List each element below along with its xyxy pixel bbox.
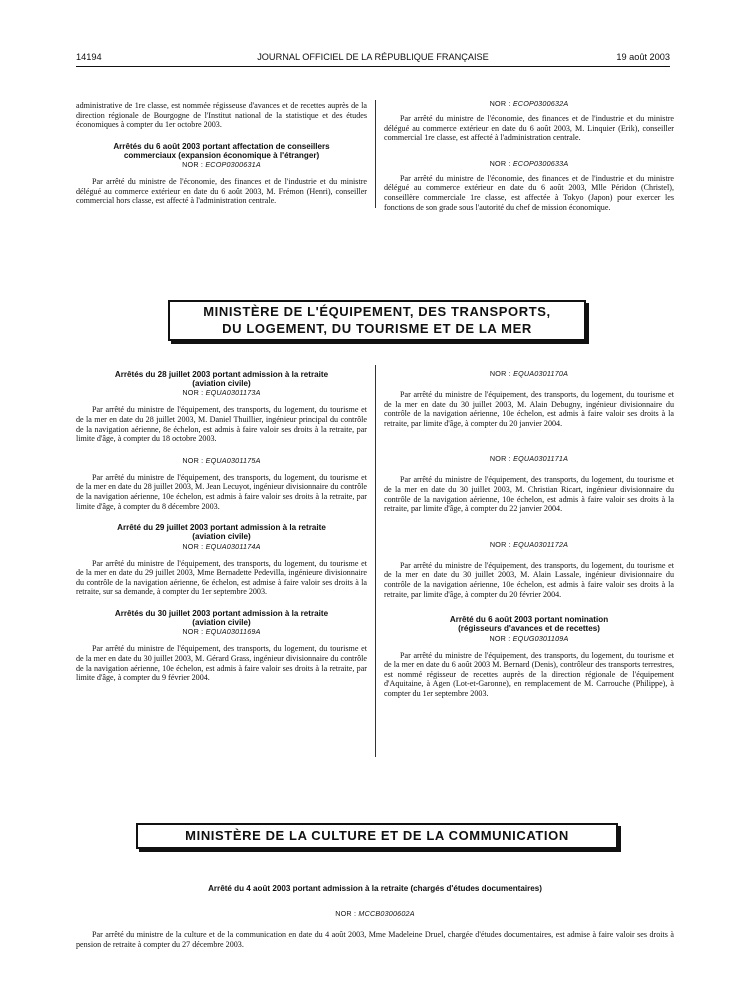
section-heading — [76, 370, 367, 388]
nor-code: EQUA0301170A — [513, 369, 569, 378]
middle-left-column — [76, 370, 367, 683]
journal-title: JOURNAL OFFICIEL DE LA RÉPUBLIQUE FRANÇAISE — [257, 52, 489, 62]
bottom-section — [76, 884, 674, 949]
nor-reference — [384, 99, 674, 108]
decree-paragraph: Par arrêté du ministre de l'équipement, des transports, du logement, du tourisme et de la mer en date du 30 juillet 2003, M. Christian Ricart, ingénieur divisionnaire du contrôle de la navigation aérienne, 10e échelon, est admis à faire valoir ses droits à la retraite, par limite d'âge, à compter du 22 janvier 2004. — [384, 475, 674, 514]
decree-paragraph: Par arrêté du ministre de l'équipement, des transports, du logement, du tourisme et de la mer en date du 6 août 2003 M. Bernard (Denis), contrôleur des transports terrestres, est nommé régisseur de recettes auprès de la direction régionale de l'équipement d'Aquitaine, à Agen (Lot-et-Garonne), en remplacement de M. Carrouche (Philippe), à compter du 1er septembre 2003. — [384, 650, 674, 698]
section-heading — [76, 523, 367, 541]
nor-label: NOR : — [182, 541, 204, 551]
nor-reference — [76, 388, 367, 397]
ministry-title-line: MINISTÈRE DE LA CULTURE ET DE LA COMMUNICATION — [185, 828, 569, 843]
nor-label: NOR : — [182, 388, 204, 398]
middle-right-column — [384, 369, 674, 699]
nor-label: NOR : — [489, 633, 511, 643]
top-left-column — [76, 101, 367, 206]
page-number: 14194 — [76, 52, 102, 62]
nor-code: EQUA0301172A — [513, 539, 569, 549]
nor-reference — [76, 627, 367, 636]
section-heading — [76, 142, 367, 160]
nor-label: NOR : — [489, 369, 511, 378]
top-right-column — [384, 99, 674, 212]
nor-code: EQUA0301171A — [513, 454, 569, 464]
heading-line: Arrêté du 29 juillet 2003 portant admission à la retraite — [117, 523, 326, 533]
decree-paragraph: Par arrêté du ministre de la culture et de la communication en date du 4 août 2003, Mme Madeleine Druel, chargée d'études documentaires, est admise à faire valoir ses droits à pension de retraite à compter du 27 décembre 2003. — [76, 930, 674, 949]
nor-code: EQUG0301109A — [512, 633, 569, 643]
nor-label: NOR : — [182, 455, 204, 465]
ministry-heading-box — [136, 823, 618, 849]
nor-code: EQUA0301175A — [205, 455, 261, 465]
nor-reference — [76, 160, 367, 169]
nor-label: NOR : — [489, 158, 511, 168]
decree-paragraph: Par arrêté du ministre de l'équipement, des transports, du logement, du tourisme et de la mer en date du 30 juillet 2003, M. Alain Debugny, ingénieur divisionnaire du contrôle de la navigation aérienne, 10e échelon, est admis à faire valoir ses droits à la retraite, par limite d'âge, à compter du 20 janvier 2004. — [384, 390, 674, 428]
decree-paragraph: Par arrêté du ministre de l'équipement, des transports, du logement, du tourisme et de la mer en date du 28 juillet 2003, M. Jean Lecuyot, ingénieur divisionnaire du contrôle de la navigation aérienne, 10e échelon, est admis à faire valoir ses droits à la retraite, par limite d'âge, à compter du 8 décembre 2003. — [76, 472, 367, 511]
heading-line: (aviation civile) — [192, 618, 251, 628]
heading-line: Arrêtés du 6 août 2003 portant affectation de conseillers — [113, 141, 330, 151]
nor-reference — [76, 542, 367, 551]
decree-paragraph: Par arrêté du ministre de l'équipement, des transports, du logement, du tourisme et de la mer en date du 30 juillet 2003, M. Gérard Grass, ingénieur divisionnaire du contrôle de la navigation aérienne, 10e échelon, est admis à faire valoir ses droits à la retraite, par limite d'âge, à compter du 9 février 2004. — [76, 644, 367, 683]
nor-code: MCCB0300602A — [358, 909, 415, 919]
heading-line: (aviation civile) — [192, 532, 251, 542]
decree-paragraph: Par arrêté du ministre de l'économie, des finances et de l'industrie et du ministre délégué au commerce extérieur en date du 6 août 2003, M. Frémon (Henri), conseiller commercial hors classe, est affecté à l'administration centrale. — [76, 177, 367, 206]
nor-reference — [384, 634, 674, 643]
page-header — [76, 52, 670, 66]
heading-line: Arrêté du 6 août 2003 portant nomination — [449, 615, 609, 625]
column-divider-top — [375, 100, 376, 208]
nor-label: NOR : — [335, 909, 357, 919]
ministry-title-line: MINISTÈRE DE L'ÉQUIPEMENT, DES TRANSPORTS, — [203, 304, 551, 319]
section-heading: Arrêté du 4 août 2003 portant admission à la retraite (chargés d'études documentaires) — [208, 884, 542, 893]
nor-code: EQUA0301169A — [205, 627, 261, 637]
heading-line: commerciaux (expansion économique à l'étranger) — [123, 150, 320, 160]
nor-reference — [384, 369, 674, 378]
nor-code: EQUA0301173A — [205, 388, 261, 398]
section-heading — [384, 615, 674, 633]
nor-label: NOR : — [489, 454, 511, 464]
nor-reference — [76, 456, 367, 465]
nor-label: NOR : — [182, 160, 204, 170]
nor-reference — [384, 159, 674, 168]
nor-code: ECOP0300633A — [512, 158, 569, 168]
nor-label: NOR : — [489, 99, 511, 108]
nor-reference — [76, 909, 674, 918]
nor-code: ECOP0300632A — [512, 99, 569, 108]
ministry-heading-box — [168, 300, 586, 341]
intro-paragraph: administrative de 1re classe, est nommée régisseuse d'avances et de recettes auprès de la direction régionale de Bourgogne de l'Institut national de la statistique et des études économiques à compter du 1er octobre 2003. — [76, 101, 367, 130]
decree-paragraph: Par arrêté du ministre de l'équipement, des transports, du logement, du tourisme et de la mer en date du 30 juillet 2003, M. Alain Lassale, ingénieur divisionnaire du contrôle de la navigation aérienne, 10e échelon, est admis à faire valoir ses droits à la retraite, par limite d'âge, à compter du 20 février 2004. — [384, 560, 674, 599]
issue-date: 19 août 2003 — [616, 52, 670, 62]
decree-paragraph: Par arrêté du ministre de l'équipement, des transports, du logement, du tourisme et de la mer en date du 28 juillet 2003, M. Daniel Thuillier, ingénieur principal du contrôle de la navigation aérienne, 8e échelon, est admis à faire valoir ses droits à la retraite, par limite d'âge, à compter du 18 octobre 2003. — [76, 405, 367, 444]
decree-paragraph: Par arrêté du ministre de l'économie, des finances et de l'industrie et du ministre délégué au commerce extérieur en date du 6 août 2003, M. Linquier (Erik), conseiller commercial 1re classe, est affecté à l'administration centrale. — [384, 114, 674, 143]
heading-line: (régisseurs d'avances et de recettes) — [458, 624, 600, 634]
decree-paragraph: Par arrêté du ministre de l'économie, des finances et de l'industrie et du ministre délégué au commerce extérieur en date du 6 août 2003, Mlle Péridon (Christel), conseillère commerciale 1re classe, est affectée à Tokyo (Japon) pour exercer les fonctions de son grade sous l'autorité du chef de mission économique. — [384, 173, 674, 212]
nor-label: NOR : — [182, 627, 204, 637]
nor-reference — [384, 540, 674, 549]
header-rule — [76, 66, 670, 67]
heading-line: (aviation civile) — [192, 379, 251, 389]
decree-paragraph: Par arrêté du ministre de l'équipement, des transports, du logement, du tourisme et de la mer en date du 29 juillet 2003, Mme Bernadette Pedevilla, ingénieure divisionnaire du contrôle de la navigation aérienne, 6e échelon, est admise à faire valoir ses droits à la retraite, sur sa demande, à compter du 1er septembre 2003. — [76, 558, 367, 597]
section-heading — [76, 609, 367, 627]
nor-reference — [384, 454, 674, 463]
column-divider-middle — [375, 365, 376, 757]
ministry-title-line: DU LOGEMENT, DU TOURISME ET DE LA MER — [222, 321, 532, 336]
nor-code: ECOP0300631A — [205, 160, 261, 170]
heading-line: Arrêtés du 28 juillet 2003 portant admission à la retraite — [114, 370, 329, 379]
nor-code: EQUA0301174A — [205, 541, 261, 551]
nor-label: NOR : — [489, 539, 511, 549]
heading-line: Arrêtés du 30 juillet 2003 portant admission à la retraite — [114, 608, 329, 618]
